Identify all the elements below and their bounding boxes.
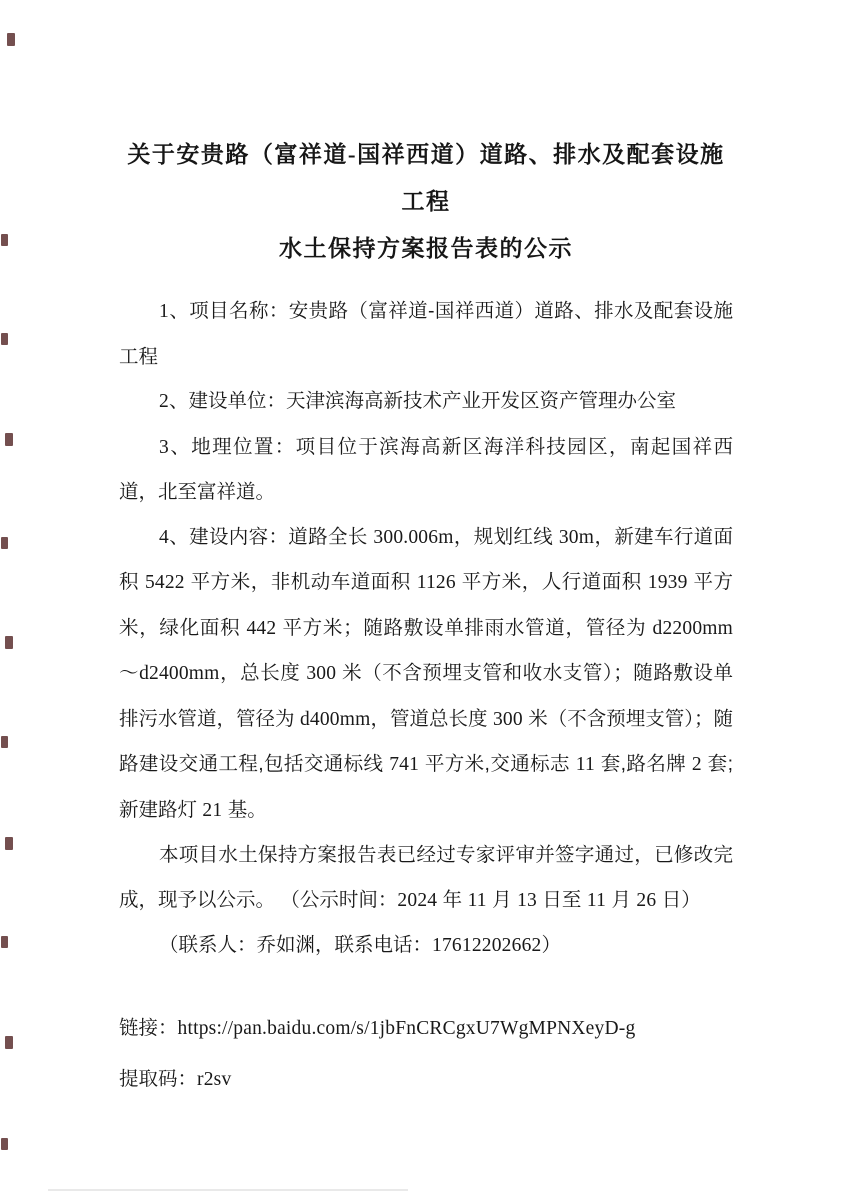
link-label: 链接： xyxy=(119,1016,178,1039)
paragraph-project-name: 1、项目名称：安贵路（富祥道-国祥西道）道路、排水及配套设施工程 xyxy=(119,300,733,368)
scan-artifact xyxy=(1,333,8,345)
document-title xyxy=(119,131,733,272)
scan-artifact xyxy=(7,33,15,46)
scan-artifact xyxy=(1,936,8,948)
baidu-pan-link[interactable]: https://pan.baidu.com/s/1jbFnCRCgxU7WgMPNXeyD-g xyxy=(177,1017,636,1039)
paragraph-announcement-status: 本项目水土保持方案报告表已经过专家评审并签字通过，已修改完成，现予以公示。 （公示时间：2024 年 11 月 13 日至 11 月 26 日） xyxy=(119,844,733,911)
extraction-code-value: r2sv xyxy=(197,1068,232,1090)
scan-artifact xyxy=(1,234,8,246)
scan-artifact xyxy=(5,837,13,850)
download-info-section xyxy=(119,1003,733,1105)
link-line xyxy=(119,1003,733,1054)
scan-artifact xyxy=(5,1036,13,1049)
scan-artifact xyxy=(1,736,8,748)
paragraph-construction-content: 4、建设内容：道路全长 300.006m，规划红线 30m，新建车行道面积 5422 平方米，非机动车道面积 1126 平方米，人行道面积 1939 平方米，绿化面积 442 平方米；随路敷设单排雨水管道，管径为 d2200mm～d2400mm，总长度 300 米（不含预埋支管和收水支管）；随路敷设单排污水管道，管径为 d400mm，管道总长度 300 米（不含预埋支管）；随路建设交通工程,包括交通标线 741 平方米,交通标志 11 套,路名牌 2 套;新建路灯 21 基。 xyxy=(119,525,734,821)
paragraph-construction-unit: 2、建设单位：天津滨海高新技术产业开发区资产管理办公室 xyxy=(159,390,676,412)
document-title-line-1: 关于安贵路（富祥道-国祥西道）道路、排水及配套设施工程 xyxy=(127,142,725,214)
paragraph-geographic-location: 3、地理位置：项目位于滨海高新区海洋科技园区，南起国祥西道，北至富祥道。 xyxy=(119,435,733,503)
scan-artifact xyxy=(1,537,8,549)
scan-artifact xyxy=(1,1138,8,1150)
extraction-code-line xyxy=(119,1054,733,1105)
document-body xyxy=(119,289,733,969)
document-title-line-2: 水土保持方案报告表的公示 xyxy=(279,236,573,261)
scan-smudge xyxy=(48,1189,408,1191)
scan-artifact xyxy=(5,433,13,446)
notice-document-page xyxy=(119,131,733,1105)
scan-artifact xyxy=(5,636,13,649)
extraction-code-label: 提取码： xyxy=(119,1067,198,1090)
paragraph-contact-info: （联系人：乔如渊，联系电话：17612202662） xyxy=(159,934,561,956)
